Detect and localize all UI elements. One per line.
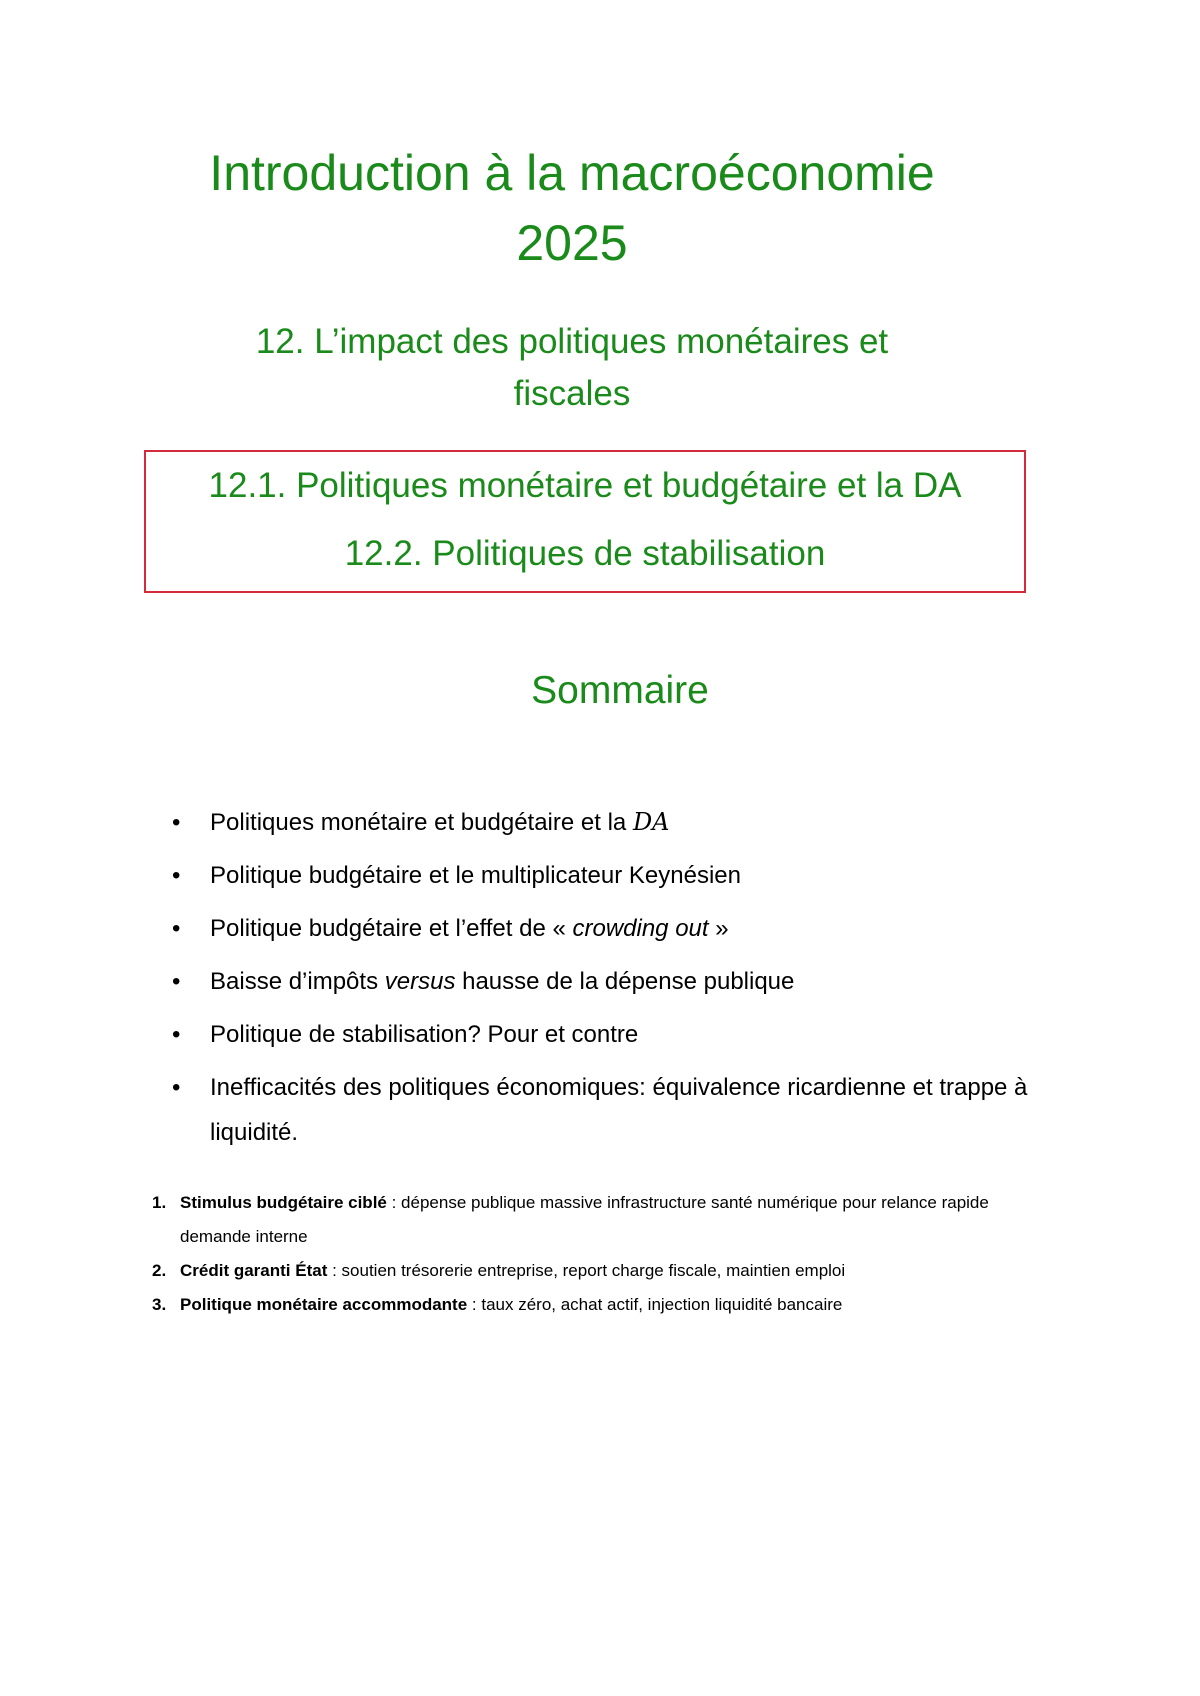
sommaire-list <box>170 800 1030 1163</box>
item-number: 2. <box>152 1261 167 1280</box>
bullet-icon: • <box>172 968 181 995</box>
section-12-2: 12.2. Politiques de stabilisation <box>344 534 826 573</box>
item-number: 3. <box>152 1295 167 1314</box>
chapter-title-line-1: 12. L’impact des politiques monétaires et <box>255 322 889 361</box>
bullet-icon: • <box>172 915 181 942</box>
list-item: • Politique de stabilisation? Pour et contre <box>170 1012 1030 1057</box>
policy-list <box>152 1186 1032 1322</box>
list-item <box>152 1186 1032 1254</box>
list-item: • Inefficacités des politiques économiques: équivalence ricardienne et trappe à liquidité. <box>170 1065 1030 1155</box>
item-label: Crédit garanti État <box>180 1261 328 1280</box>
item-number: 1. <box>152 1193 167 1212</box>
bullet-icon: • <box>172 809 181 836</box>
list-item: • Politique budgétaire et le multiplicateur Keynésien <box>170 853 1030 898</box>
bullet-icon: • <box>172 1074 181 1101</box>
list-item <box>152 1254 1032 1288</box>
list-item: • Politique budgétaire et l’effet de « crowding out » <box>170 906 1030 951</box>
item-label: Politique monétaire accommodante <box>180 1295 468 1314</box>
title-line-1: Introduction à la macroéconomie <box>209 145 935 201</box>
item-label: Stimulus budgétaire ciblé <box>180 1193 387 1212</box>
item-text: : soutien trésorerie entreprise, report charge fiscale, maintien emploi <box>327 1261 846 1280</box>
item-text: : dépense publique massive infrastructure santé numérique pour relance rapide demande interne <box>180 1193 989 1246</box>
bullet-icon: • <box>172 862 181 889</box>
bullet-icon: • <box>172 1021 181 1048</box>
item-text: : taux zéro, achat actif, injection liquidité bancaire <box>467 1295 843 1314</box>
list-item <box>152 1288 1032 1322</box>
section-12-1: 12.1. Politiques monétaire et budgétaire et la DA <box>208 466 962 505</box>
title-year: 2025 <box>516 215 628 271</box>
sections-box <box>144 450 1026 593</box>
chapter-title-line-2: fiscales <box>513 374 631 413</box>
sommaire-heading: Sommaire <box>531 669 709 712</box>
list-item: • Baisse d’impôts versus hausse de la dépense publique <box>170 959 1030 1004</box>
list-item: • Politiques monétaire et budgétaire et la DA <box>170 800 1030 845</box>
